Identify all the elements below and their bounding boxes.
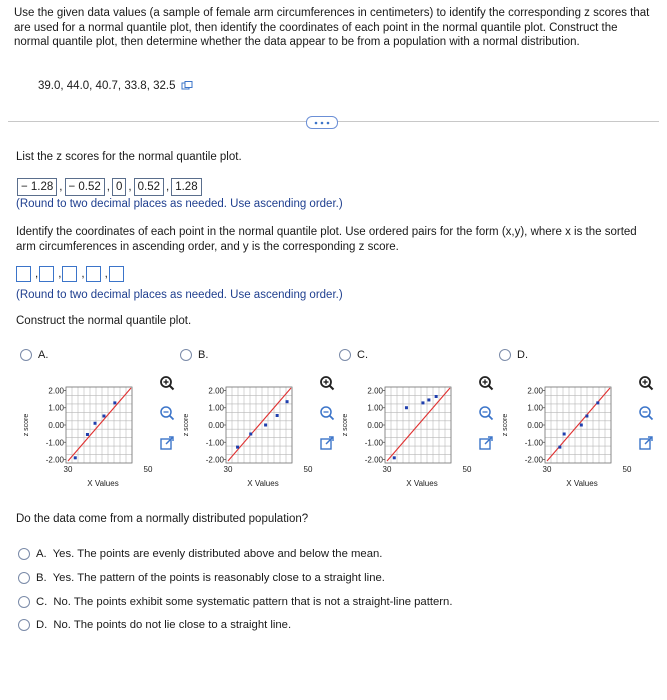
data-point: [286, 400, 289, 403]
data-point: [102, 415, 105, 418]
coordinate-input[interactable]: [16, 266, 31, 282]
reference-line: [547, 388, 610, 461]
x-tick-label: 50: [462, 465, 472, 474]
reference-line: [228, 388, 291, 461]
data-point: [393, 456, 396, 459]
plot-option-b[interactable]: [180, 349, 208, 361]
z-score-input[interactable]: 1.28: [171, 178, 201, 196]
data-point: [563, 432, 566, 435]
normality-prompt: Do the data come from a normally distributed population?: [16, 513, 309, 525]
construct-plot-prompt: Construct the normal quantile plot.: [16, 315, 192, 327]
y-tick-label: 2.00: [208, 386, 224, 396]
z-scores-prompt: List the z scores for the normal quantile plot.: [16, 151, 242, 163]
data-point: [94, 422, 97, 425]
coordinate-input[interactable]: [39, 266, 54, 282]
y-tick-label: 1.00: [48, 403, 64, 413]
x-axis-label: X Values: [87, 479, 119, 488]
question-intro: Use the given data values (a sample of female arm circumferences in centimeters) to identify the corresponding z scores that are used for a normal quantile plot, then identify the coordinates of each point in the normal quantile plot. Construct the normal quantile plot, then determine whether the data appear to be from a population with a normal distribution.: [14, 7, 650, 48]
data-values: 39.0, 44.0, 40.7, 33.8, 32.5: [38, 80, 176, 92]
popout-icon[interactable]: [638, 435, 654, 451]
coordinates-hint: (Round to two decimal places as needed. Use ascending order.): [16, 289, 343, 301]
y-tick-label: -2.00: [45, 455, 64, 465]
zoom-out-icon[interactable]: [638, 405, 654, 421]
data-point: [86, 433, 89, 436]
radio-button[interactable]: [499, 349, 511, 361]
y-axis-label: z score: [342, 413, 349, 437]
y-tick-label: -1.00: [524, 438, 543, 448]
data-point: [276, 414, 279, 417]
data-point: [421, 401, 424, 404]
data-point: [596, 401, 599, 404]
y-axis-label: z score: [502, 413, 509, 437]
answer-option-a[interactable]: [18, 548, 382, 560]
data-point: [264, 424, 267, 427]
x-axis-label: X Values: [406, 479, 438, 488]
x-tick-label: 30: [63, 465, 73, 474]
copy-data-icon[interactable]: [181, 81, 193, 91]
answer-text: Yes. The points are evenly distributed above and below the mean.: [52, 548, 383, 560]
y-tick-label: 0.00: [48, 421, 64, 430]
zoom-out-icon[interactable]: [319, 405, 335, 421]
x-tick-label: 50: [303, 465, 313, 474]
data-point: [405, 406, 408, 409]
data-point: [585, 415, 588, 418]
x-axis-label: X Values: [566, 479, 598, 488]
x-axis-label: X Values: [247, 479, 279, 488]
y-axis-label: z score: [23, 413, 30, 437]
x-tick-label: 50: [622, 465, 632, 474]
popout-icon[interactable]: [159, 435, 175, 451]
coordinate-input[interactable]: [86, 266, 101, 282]
radio-button[interactable]: [180, 349, 192, 361]
answer-option-c[interactable]: [18, 596, 452, 608]
data-point: [427, 398, 430, 401]
answer-text: No. The points exhibit some systematic pattern that is not a straight-line pattern.: [53, 596, 453, 608]
radio-button[interactable]: [18, 619, 30, 631]
answer-option-b[interactable]: [18, 572, 385, 584]
option-letter: C.: [357, 349, 368, 361]
x-tick-label: 30: [223, 465, 233, 474]
data-point: [435, 395, 438, 398]
quantile-plot-a: [18, 372, 168, 497]
reference-line: [68, 388, 131, 461]
popout-icon[interactable]: [319, 435, 335, 451]
y-tick-label: 1.00: [367, 403, 383, 413]
data-point: [236, 446, 239, 449]
ellipsis-icon: [313, 121, 331, 125]
y-tick-label: -1.00: [364, 438, 383, 448]
x-tick-label: 50: [143, 465, 153, 474]
answer-letter: A.: [36, 548, 47, 560]
zoom-out-icon[interactable]: [478, 405, 494, 421]
answer-letter: B.: [36, 572, 47, 584]
zoom-in-icon[interactable]: [478, 375, 494, 391]
data-point: [74, 456, 77, 459]
radio-button[interactable]: [18, 572, 30, 584]
y-tick-label: 2.00: [367, 386, 383, 396]
quantile-plot-c: [337, 372, 487, 497]
radio-button[interactable]: [18, 548, 30, 560]
coordinates-answer-row: , , , ,: [16, 266, 127, 282]
answer-option-d[interactable]: [18, 619, 291, 631]
zoom-in-icon[interactable]: [638, 375, 654, 391]
popout-icon[interactable]: [478, 435, 494, 451]
y-tick-label: 2.00: [48, 386, 64, 396]
data-point: [113, 401, 116, 404]
y-tick-label: -1.00: [205, 438, 224, 448]
answer-text: No. The points do not lie close to a straight line.: [53, 619, 292, 631]
option-letter: D.: [517, 349, 528, 361]
plot-option-c[interactable]: [339, 349, 368, 361]
radio-button[interactable]: [18, 596, 30, 608]
z-score-input[interactable]: 0: [112, 178, 126, 196]
quantile-plot-d: [497, 372, 647, 497]
data-values-row: [38, 80, 193, 92]
y-tick-label: 0.00: [367, 421, 383, 430]
y-tick-label: 0.00: [527, 421, 543, 430]
radio-button[interactable]: [20, 349, 32, 361]
y-tick-label: -2.00: [524, 455, 543, 465]
answer-letter: C.: [36, 596, 48, 608]
quantile-plot-b: [178, 372, 328, 497]
more-button[interactable]: [306, 116, 338, 129]
plot-option-a[interactable]: [20, 349, 48, 361]
zoom-in-icon[interactable]: [159, 375, 175, 391]
z-score-input[interactable]: 0.52: [134, 178, 164, 196]
x-tick-label: 30: [542, 465, 552, 474]
y-tick-label: -1.00: [45, 438, 64, 448]
y-tick-label: -2.00: [205, 455, 224, 465]
zoom-out-icon[interactable]: [159, 405, 175, 421]
answer-text: Yes. The pattern of the points is reasonably close to a straight line.: [52, 572, 385, 584]
data-point: [558, 446, 561, 449]
answer-letter: D.: [36, 619, 48, 631]
plot-option-d[interactable]: [499, 349, 528, 361]
z-score-input[interactable]: − 1.28: [17, 178, 57, 196]
y-tick-label: 1.00: [208, 403, 224, 413]
coordinate-input[interactable]: [62, 266, 77, 282]
option-letter: A.: [38, 349, 49, 361]
radio-button[interactable]: [339, 349, 351, 361]
option-letter: B.: [198, 349, 209, 361]
coordinates-prompt: Identify the coordinates of each point in the normal quantile plot. Use ordered pairs for the form (x,y), where x is the sorted arm circumferences in ascending order, and y is the corresponding z score.: [16, 226, 637, 253]
y-tick-label: 1.00: [527, 403, 543, 413]
z-score-input[interactable]: − 0.52: [65, 178, 105, 196]
coordinate-input[interactable]: [109, 266, 124, 282]
z-scores-hint: (Round to two decimal places as needed. Use ascending order.): [16, 198, 343, 210]
zoom-in-icon[interactable]: [319, 375, 335, 391]
z-scores-answer-row: − 1.28 , − 0.52 , 0 , 0.52 , 1.28: [16, 178, 203, 196]
data-point: [580, 424, 583, 427]
y-tick-label: 0.00: [208, 421, 224, 430]
x-tick-label: 30: [382, 465, 392, 474]
y-axis-label: z score: [183, 413, 190, 437]
y-tick-label: 2.00: [527, 386, 543, 396]
data-point: [249, 432, 252, 435]
reference-line: [387, 388, 450, 461]
y-tick-label: -2.00: [364, 455, 383, 465]
